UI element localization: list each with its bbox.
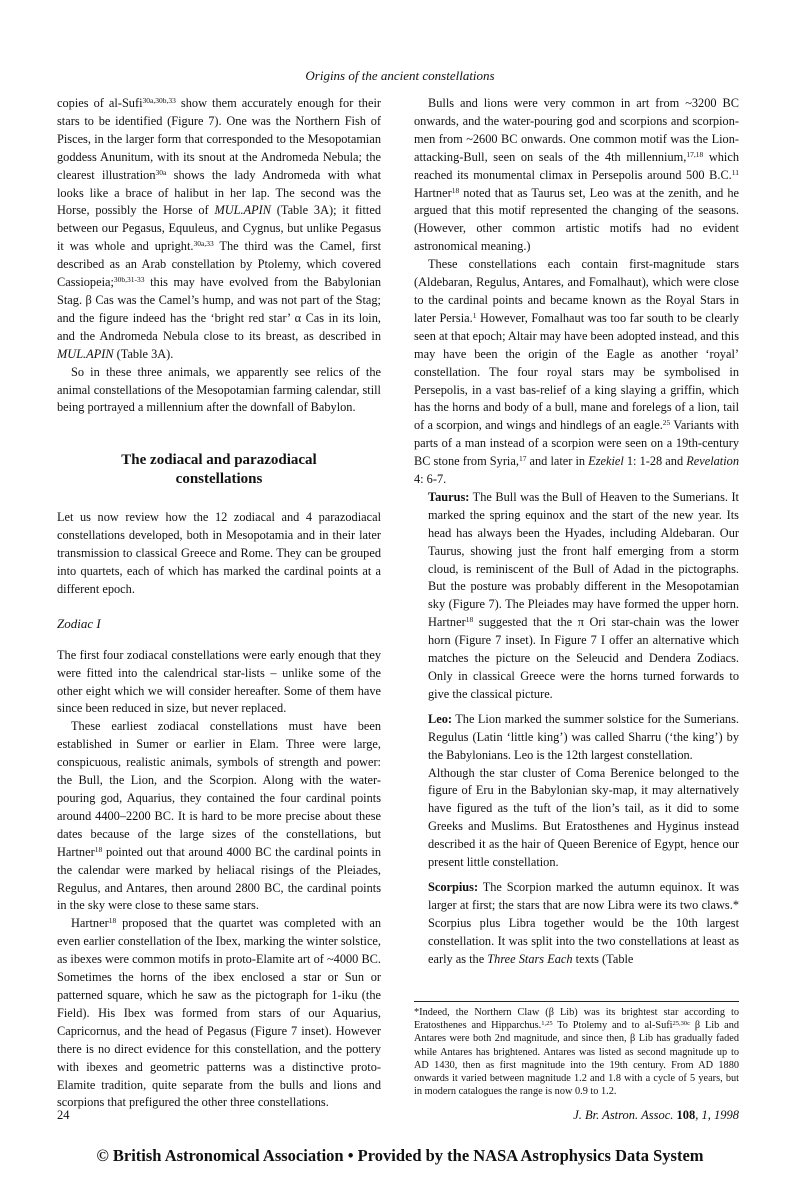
page-number: 24 <box>57 1108 70 1122</box>
constellation-entry-scorpius: Scorpius: The Scorpion marked the autumn equinox. It was larger at first; the stars that are now Libra were its two claws.* Scorpius plus Libra together would be the 10th largest constellation. It was split into the two constellations at least as early as the Three Stars Each texts (Table <box>428 879 739 966</box>
constellation-entry-taurus: Taurus: The Bull was the Bull of Heaven to the Sumerians. It marked the spring equinox and the start of the new year. Its head has always been the Hyades, including Aldebaran. Our Taurus, showing just the front half emerging from a storm cloud, is reminiscent of the Bull of Adad in the pictographs. But the posture was probably different in the Mesopotamian sky (Figure 7). The Pleiades may have formed the upper horn. Hartner$^{18}$ suggested that the π Ori star-chain was the lower horn (Figure 7 inset). In Figure 7 I offer an alternative which matches the picture on the Seleucid and Dendera Zodiacs. Only in classical Greece were the horns turned forwards to give the classical picture. <box>428 489 739 701</box>
subsection-heading: Zodiac I <box>57 615 101 631</box>
paragraph: Hartner$^{18}$ proposed that the quartet was completed with an even earlier constellation of the Ibex, marking the winter solstice, as ibexes were common motifs in proto-Elamite art of ~4000 BC. Sometimes the horns of the ibex enclosed a star or Sun or patterned square, which he saw as the pictograph for 1-iku (the Field). His Ibex was formed from stars of our Aquarius, Capricornus, and the head of Pegasus (Figure 7 inset). However there is no direct evidence for this constellation, and the pottery with ibexes and geometric patterns was a distinctive proto-Elamite tradition, quite separate from the bulls and lions and scorpions that prefigured the other three constellations. <box>57 916 381 1110</box>
left-column <box>57 95 381 1112</box>
journal-reference: J. Br. Astron. Assoc. 108, 1, 1998 <box>573 1108 739 1122</box>
running-head: Origins of the ancient constellations <box>305 68 495 83</box>
paragraph: So in these three animals, we apparently see relics of the animal constellations of the Mesopotamian farming calendar, still being portrayed a millennium after the downfall of Babylon. <box>57 364 381 415</box>
paragraph: Although the star cluster of Coma Berenice belonged to the figure of Eru in the Babylonian sky-map, it may alternatively have figured as the tuft of the lion’s tail, as it did to some Greeks and Muslims. But Eratosthenes and Hyginus instead described it as the hair of Queen Berenice of Egypt, hence our present little constellation. <box>428 765 739 870</box>
footnote-divider <box>414 1001 739 1002</box>
section-heading: The zodiacal and parazodiacal constellations <box>121 452 317 488</box>
paragraph: Bulls and lions were very common in art from ~3200 BC onwards, and the water-pouring god and scorpions and scorpion-men from ~2600 BC onwards. One common motif was the Lion-attacking-Bull, seen on seals of the 4th millennium,$^{17,18}$ which reached its monumental climax in Persepolis around 500 B.C.$^{11}$ Hartner$^{18}$ noted that as Taurus set, Leo was at the zenith, and he argued that this motif represented the changing of the seasons. (However, other common artistic motifs had no evident astronomical meaning.) <box>414 96 739 254</box>
paragraph: These constellations each contain first-magnitude stars (Aldebaran, Regulus, Antares, and Fomalhaut), which were close to the cardinal points and became known as the Royal Stars in later Persia.$^1$ However, Fomalhaut was too far south to be clearly seen at that epoch; Altair may have been adopted instead, and this may have been the origin of the Eagle as another ‘royal’ constellation. The four royal stars may be symbolised in Persepolis, in a vast bas-relief of a king slaying a griffin, which has the horns and body of a bull, mane and forelegs of a lion, tail of a scorpion, and wings and hindlegs of an eagle.$^{25}$ Variants with parts of a man instead of a scorpion were seen on a 19th-century BC stone from Syria,$^{17}$ and later in Ezekiel 1: 1-28 and Revelation 4: 6-7. <box>414 257 740 487</box>
paragraph: Let us now review how the 12 zodiacal and 4 parazodiacal constellations developed, both in Mesopotamia and in their later transmission to classical Greece and Rome. They can be grouped into quartets, each of which has marked the cardinal points at a different epoch. <box>57 510 381 596</box>
right-column <box>414 95 739 969</box>
footer-banner: © British Astronomical Association • Provided by the NASA Astrophysics Data System <box>96 1146 704 1165</box>
footnote: *Indeed, the Northern Claw (β Lib) was its brightest star according to Eratosthenes and Hipparchus.$^{1,25}$ To Ptolemy and to al-Sufi$^{25,30c}$ β Lib and Antares were both 2nd magnitude, and since then, β Lib has gradually faded while Antares has brightened. Antares was listed as second magnitude up to AD 1430, then as first magnitude into the 19th century. From AD 1880 onwards it varied between magnitude 1.2 and 1.8 with a cycle of 5 years, but in modern catalogues the range is now 0.9 to 1.2. <box>414 1007 739 1098</box>
paragraph: These earliest zodiacal constellations must have been established in Sumer or earlier in Elam. Three were large, conspicuous, realistic animals, symbols of strength and power: the Bull, the Lion, and the Scorpion. Along with the water-pouring god, Aquarius, they contained the four cardinal points around 4400–2200 BC. It is hard to be more precise about these dates because of the large sizes of the constellations, but Hartner$^{18}$ pointed out that around 4000 BC the cardinal points in the calendar were marked by heliacal risings of the Pleiades, Regulus, and Antares, then around 2800 BC, the cardinal points in the sky were close to these same stars. <box>57 719 381 913</box>
paragraph: The first four zodiacal constellations were early enough that they were fitted into the calendrical star-lists – unlike some of the other eight which we will consider hereafter. Some of them have since been reduced in size, but never replaced. <box>57 647 381 716</box>
constellation-entry-leo: Leo: The Lion marked the summer solstice for the Sumerians. Regulus (Latin ‘little king’) was called Sharru (‘the king’) by the Babylonians. Leo is the 12th largest constellation. <box>428 711 739 762</box>
paragraph: copies of al-Sufi$^{30a,30b,33}$ show them accurately enough for their stars to be identified (Figure 7). One was the Northern Fish of Pisces, in the larger form that corresponded to the Mesopotamian goddess Anunitum, with its snout at the Andromeda Nebula; the clearest illustration$^{30a}$ shows the lady Andromeda with what looks like a brace of halibut in her lap. The second was the Horse, possibly the Horse of MUL.APIN (Table 3A); it fitted between our Pegasus, Equuleus, and Cygnus, but unlike Pegasus it was whole and upright.$^{30a,33}$ The third was the Camel, first described as an Arab constellation by Ptolemy, which covered Cassiopeia;$^{30b,31-33}$ this may have evolved from the Babylonian Stag. β Cas was the Camel’s hump, and was not part of the Stag; and the figure indeed has the ‘bright red star’ α Cas in its loin, and the Andromeda Nebula close to its breast, as described in MUL.APIN (Table 3A). <box>57 96 381 361</box>
